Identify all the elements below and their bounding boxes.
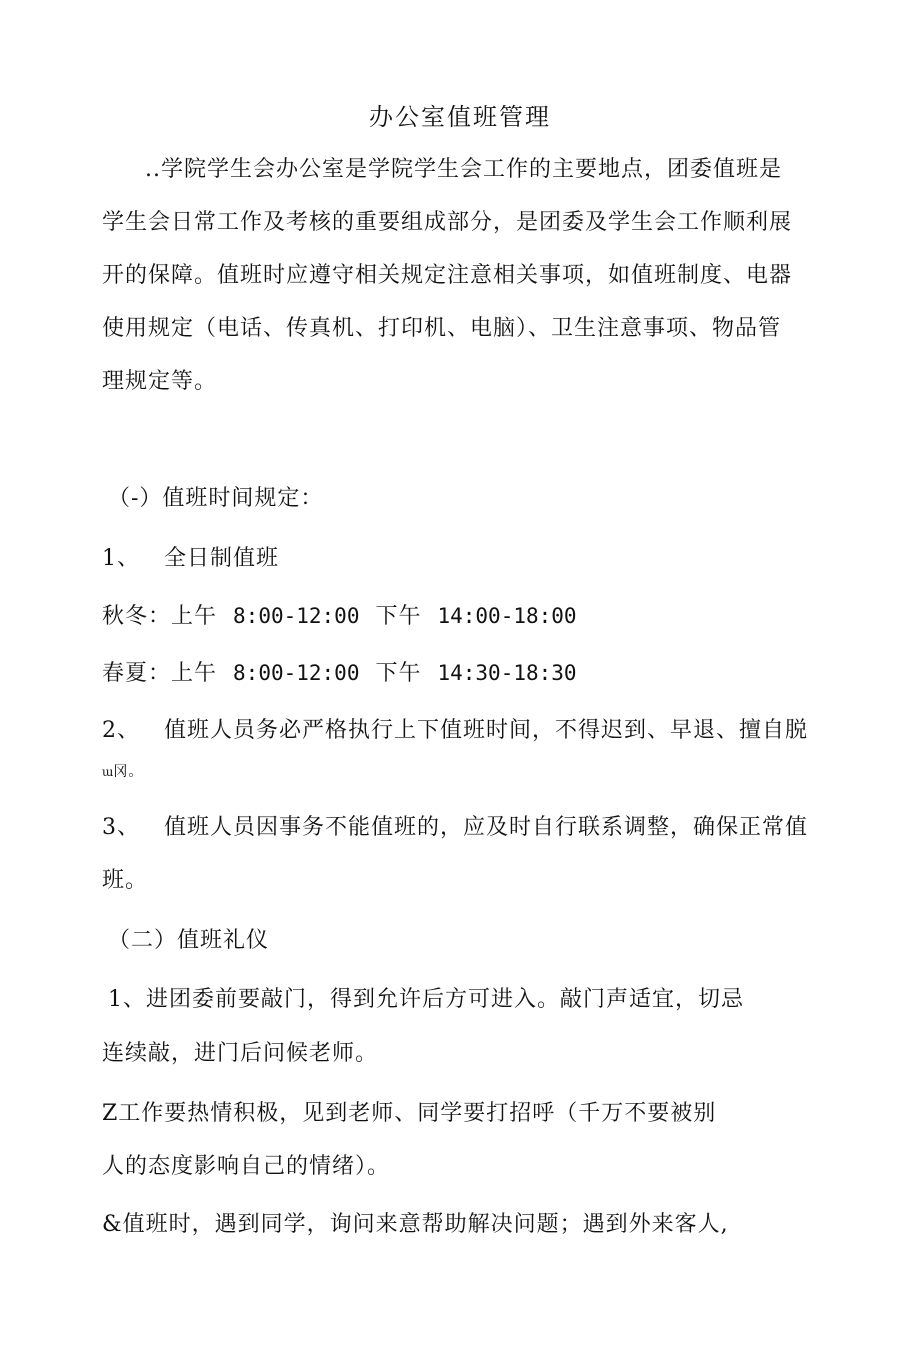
item-number: 1、 (102, 546, 140, 571)
pm-label: 下午 (375, 661, 422, 686)
am-label: 上午 (171, 604, 218, 629)
section1-item3 (102, 813, 808, 843)
am-time: 8:00-12:00 (233, 661, 360, 685)
document-title: 办公室值班管理 (369, 103, 551, 131)
section2-p2-line2: 人的态度影响自己的情绪）。 (102, 1154, 391, 1179)
item-text: 值班人员务必严格执行上下值班时间，不得迟到、早退、擅自脱 (164, 718, 809, 743)
item-text-cont: 冈。 (113, 764, 144, 780)
season-label: 春夏： (102, 661, 172, 686)
section1-item3-continuation: 班。 (102, 868, 149, 893)
section1-item2 (102, 716, 808, 746)
section2-heading: （二）值班礼仪 (108, 928, 270, 953)
section2-p2-line1: Z工作要热情积极，见到老师、同学要打招呼（千万不要被别 (102, 1101, 717, 1126)
am-time: 8:00-12:00 (233, 604, 360, 628)
season-label: 秋冬： (102, 604, 172, 629)
section2-p1-line1: 1、进团委前要敲门，得到允许后方可进入。敲门声适宜，切忌 (108, 987, 744, 1012)
intro-line-2: 学生会日常工作及考核的重要组成部分，是团委及学生会工作顺利展 (102, 210, 793, 235)
section1-item1 (102, 544, 279, 574)
item-number: 3、 (102, 815, 140, 840)
schedule-spring-summer (102, 658, 577, 689)
intro-line-5: 理规定等。 (102, 369, 218, 394)
item-number: 2、 (102, 718, 140, 743)
section1-item2-continuation (102, 760, 143, 784)
pm-label: 下午 (375, 604, 422, 629)
am-label: 上午 (171, 661, 218, 686)
item-text: 全日制值班 (164, 546, 280, 571)
intro-line-1: ..学院学生会办公室是学院学生会工作的主要地点，团委值班是 (145, 157, 782, 182)
section1-heading: （-）值班时间规定： (108, 486, 324, 511)
intro-line-3: 开的保障。值班时应遵守相关规定注意相关事项，如值班制度、电器 (102, 263, 793, 288)
section2-p1-line2: 连续敲，进门后问候老师。 (102, 1041, 379, 1066)
item-text: 值班人员因事务不能值班的，应及时自行联系调整，确保正常值 (164, 815, 809, 840)
pm-time: 14:00-18:00 (437, 604, 577, 628)
garbled-glyph: ɯ (102, 765, 114, 779)
section2-p3-line1: &值班时，遇到同学，询问来意帮助解决问题；遇到外来客人, (102, 1212, 729, 1237)
intro-line-4: 使用规定（电话、传真机、打印机、电脑）、卫生注意事项、物品管 (102, 316, 782, 341)
pm-time: 14:30-18:30 (437, 661, 577, 685)
schedule-autumn-winter (102, 601, 577, 632)
